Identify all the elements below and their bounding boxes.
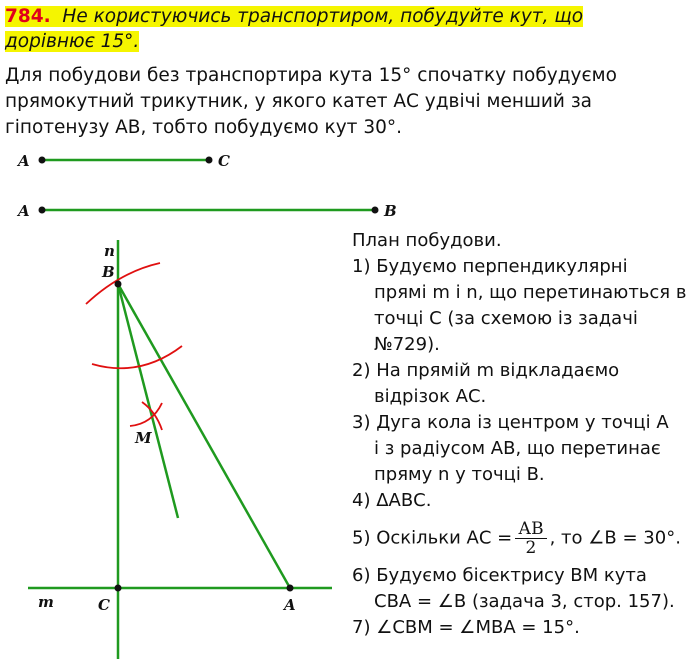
intro-line: гіпотенузу АВ, тобто побудуємо кут 30°. (5, 117, 403, 138)
fraction-numerator: АВ (515, 520, 546, 539)
plan-step-1-cont: прямі m і n, що перетинаються в (374, 282, 687, 303)
plan-step-7: 7) ∠СВМ = ∠МВА = 15°. (352, 617, 580, 638)
plan-step-1: 1) Будуємо перпендикулярні (352, 256, 628, 277)
problem-number: 784. (5, 6, 51, 27)
bisector-bm (118, 284, 178, 518)
label-line-n: n (104, 242, 115, 260)
label-point-b: B (102, 263, 115, 281)
plan-step-1-cont: точці С (за схемою із задачі (374, 308, 638, 329)
plan-step-5 (352, 520, 692, 557)
point-dot (39, 157, 46, 164)
arc-bisector-2 (130, 403, 162, 426)
label-seg2-b: B (384, 202, 397, 220)
label-seg1-c: C (218, 152, 230, 170)
plan-step-6-cont: СВА = ∠В (задача 3, стор. 157). (374, 591, 675, 612)
plan-step-3: 3) Дуга кола із центром у точці А (352, 412, 669, 433)
plan-step-4: 4) ΔАВС. (352, 490, 432, 511)
label-line-m: m (38, 593, 54, 611)
plan-step-2-cont: відрізок АС. (374, 386, 487, 407)
plan-step-1-cont: №729). (374, 334, 440, 355)
plan-step-5-post: , то ∠В = 30°. (549, 527, 681, 549)
label-point-m: M (135, 429, 152, 447)
point-c (115, 585, 122, 592)
fraction-denominator: 2 (525, 538, 537, 558)
label-point-a: A (284, 596, 296, 614)
intro-line: Для побудови без транспортира кута 15° спочатку побудуємо (5, 65, 617, 86)
label-seg1-a: A (18, 152, 30, 170)
label-point-c: C (98, 596, 110, 614)
fraction-ab-over-2 (515, 520, 546, 557)
plan-step-5-pre: 5) Оскільки АС = (352, 527, 513, 549)
intro-line: прямокутний трикутник, у якого катет АС удвічі менший за (5, 91, 593, 112)
problem-title-line2: дорівнює 15°. (5, 31, 140, 52)
arc-near-b (86, 263, 160, 304)
problem-title-line1: 784. Не користуючись транспортиром, побудуйте кут, що (5, 6, 584, 27)
point-b (115, 281, 122, 288)
point-dot (372, 207, 379, 214)
plan-step-3-cont: пряму n у точці В. (374, 464, 545, 485)
label-seg2-a: A (18, 202, 30, 220)
plan-step-3-cont: і з радіусом АВ, що перетинає (374, 438, 661, 459)
point-a (287, 585, 294, 592)
plan-step-6: 6) Будуємо бісектрису ВМ кута (352, 565, 647, 586)
point-dot (206, 157, 213, 164)
plan-step-2: 2) На прямій m відкладаємо (352, 360, 620, 381)
construction-plan (352, 228, 692, 641)
plan-title: План побудови. (352, 230, 502, 251)
point-dot (39, 207, 46, 214)
